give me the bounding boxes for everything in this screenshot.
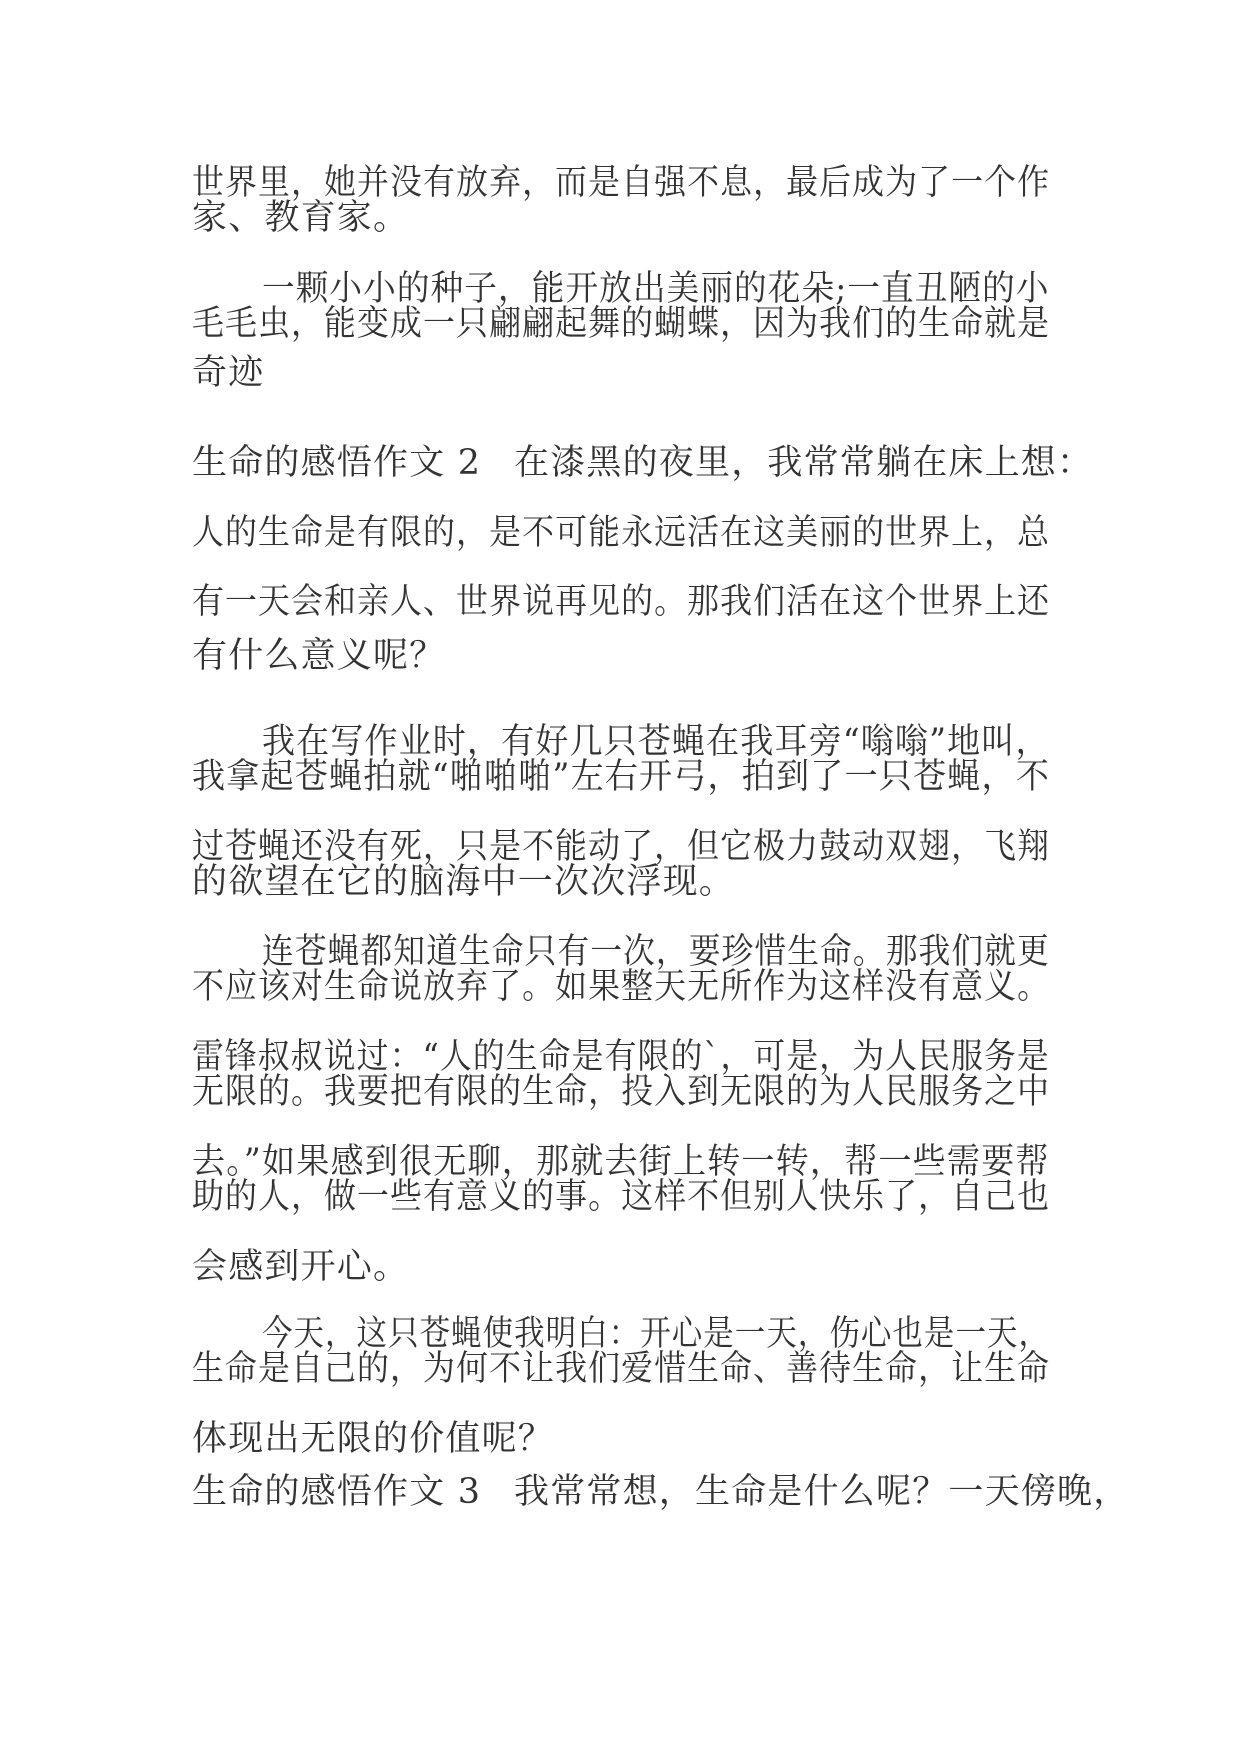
- paragraph-line: 我在写作业时，有好几只苍蝇在我耳旁“嗡嗡”地叫，: [262, 722, 1050, 762]
- paragraph-line: 过苍蝇还没有死，只是不能动了，但它极力鼓动双翅，飞翔: [192, 827, 1051, 867]
- paragraph-line: 雷锋叔叔说过：“人的生命是有限的`，可是，为人民服务是: [192, 1037, 1050, 1077]
- section-heading: 生命的感悟作文 2: [192, 443, 482, 483]
- paragraph-line: 人的生命是有限的，是不可能永远活在这美丽的世界上，总: [192, 513, 1051, 553]
- section-heading: 生命的感悟作文 3: [192, 1472, 482, 1512]
- paragraph-line: 生命是自己的，为何不让我们爱惜生命、善待生命，让生命: [192, 1349, 1051, 1389]
- paragraph-line: 有一天会和亲人、世界说再见的。那我们活在这个世界上还: [192, 582, 1051, 622]
- paragraph-line: 无限的。我要把有限的生命，投入到无限的为人民服务之中: [192, 1072, 1051, 1112]
- paragraph-line: 连苍蝇都知道生命只有一次，要珍惜生命。那我们就更: [262, 932, 1050, 972]
- paragraph-line: 体现出无限的价值呢？: [192, 1419, 555, 1459]
- paragraph-line: 会感到开心。: [192, 1247, 410, 1287]
- paragraph-line: 我常常想，生命是什么呢？一天傍晚，: [514, 1472, 1130, 1512]
- paragraph-line: 家、教育家。: [192, 198, 410, 238]
- paragraph-line: 不应该对生命说放弃了。如果整天无所作为这样没有意义。: [192, 967, 1051, 1007]
- paragraph-line: 世界里，她并没有放弃，而是自强不息，最后成为了一个作: [192, 163, 1051, 203]
- paragraph-line: 的欲望在它的脑海中一次次浮现。: [192, 862, 736, 902]
- paragraph-line: 奇迹: [192, 353, 265, 393]
- paragraph-line: 今天，这只苍蝇使我明白：开心是一天，伤心也是一天，: [262, 1314, 1051, 1354]
- paragraph-line: 一颗小小的种子，能开放出美丽的花朵;一直丑陋的小: [262, 269, 1050, 309]
- paragraph-line: 助的人，做一些有意义的事。这样不但别人快乐了，自己也: [192, 1177, 1051, 1217]
- paragraph-line: 在漆黑的夜里，我常常躺在床上想：: [514, 443, 1094, 483]
- paragraph-line: 毛毛虫，能变成一只翩翩起舞的蝴蝶，因为我们的生命就是: [192, 304, 1051, 344]
- paragraph-line: 有什么意义呢？: [192, 636, 446, 676]
- paragraph-line: 我拿起苍蝇拍就“啪啪啪”左右开弓，拍到了一只苍蝇，不: [192, 757, 1050, 797]
- paragraph-line: 去。”如果感到很无聊，那就去街上转一转，帮一些需要帮: [192, 1142, 1050, 1182]
